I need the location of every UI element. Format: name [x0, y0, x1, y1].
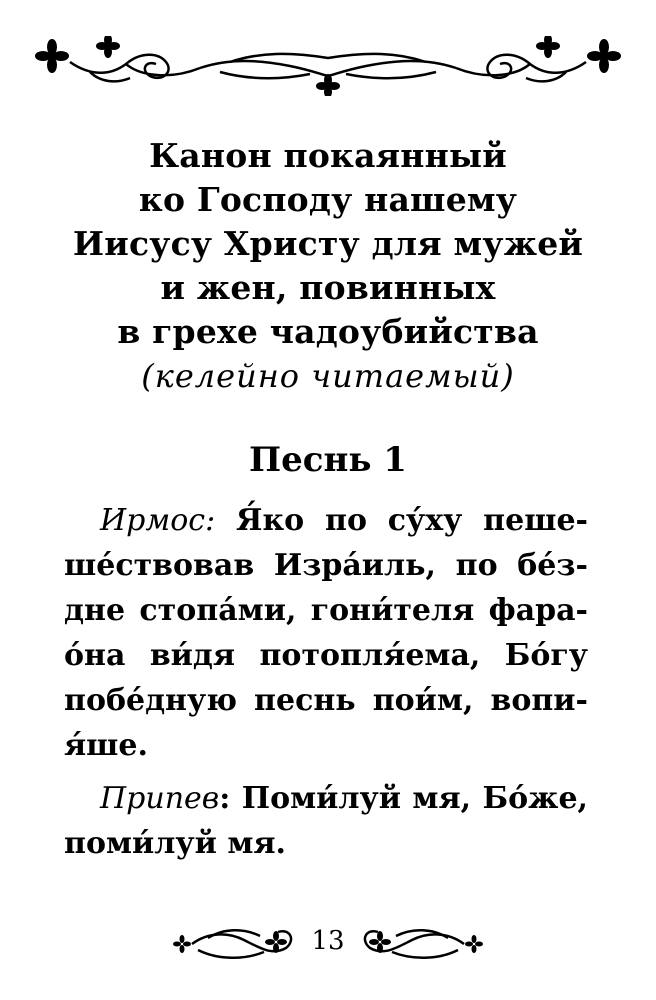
top-floral-ornament-icon: [30, 36, 626, 96]
title-line-1: Канон покаянный: [149, 136, 507, 175]
title-line-4: и жен, повинных: [160, 268, 496, 307]
irmos-line-4: о́на ви́дя потопля́ема, Бо́гу: [64, 638, 588, 673]
refrain-line-1: [64, 776, 588, 821]
irmos-label: Ирмос:: [100, 503, 216, 538]
title-line-3: Иисусу Христу для мужей: [72, 224, 584, 263]
song-text-block: [64, 498, 588, 866]
irmos-line-1: [64, 498, 588, 543]
irmos-line-1-text: Я́ко по су́ху пеше-: [236, 503, 588, 538]
refrain-line-1-text: : Поми́луй мя, Бо́же,: [219, 781, 588, 816]
irmos-line-2: ше́ствовав Изра́иль, по бе́з-: [64, 548, 588, 583]
title-line-2: ко Господу нашему: [138, 180, 518, 219]
title-subtitle: (келейно читаемый): [141, 357, 515, 395]
title-line-5: в грехе чадоубийства: [117, 312, 539, 351]
song-heading: Песнь 1: [249, 440, 407, 480]
page-footer: [168, 918, 488, 970]
irmos-line-5: побе́дную песнь пои́м, вопи-: [64, 683, 588, 718]
refrain-label: Припев: [100, 781, 220, 816]
irmos-line-3: дне стопа́ми, гони́теля фара-: [64, 593, 588, 628]
irmos-line-6: я́ше.: [64, 728, 148, 763]
refrain-line-2: поми́луй мя.: [64, 826, 286, 861]
page-number: 13: [311, 926, 345, 956]
canon-title-block: [0, 134, 656, 398]
